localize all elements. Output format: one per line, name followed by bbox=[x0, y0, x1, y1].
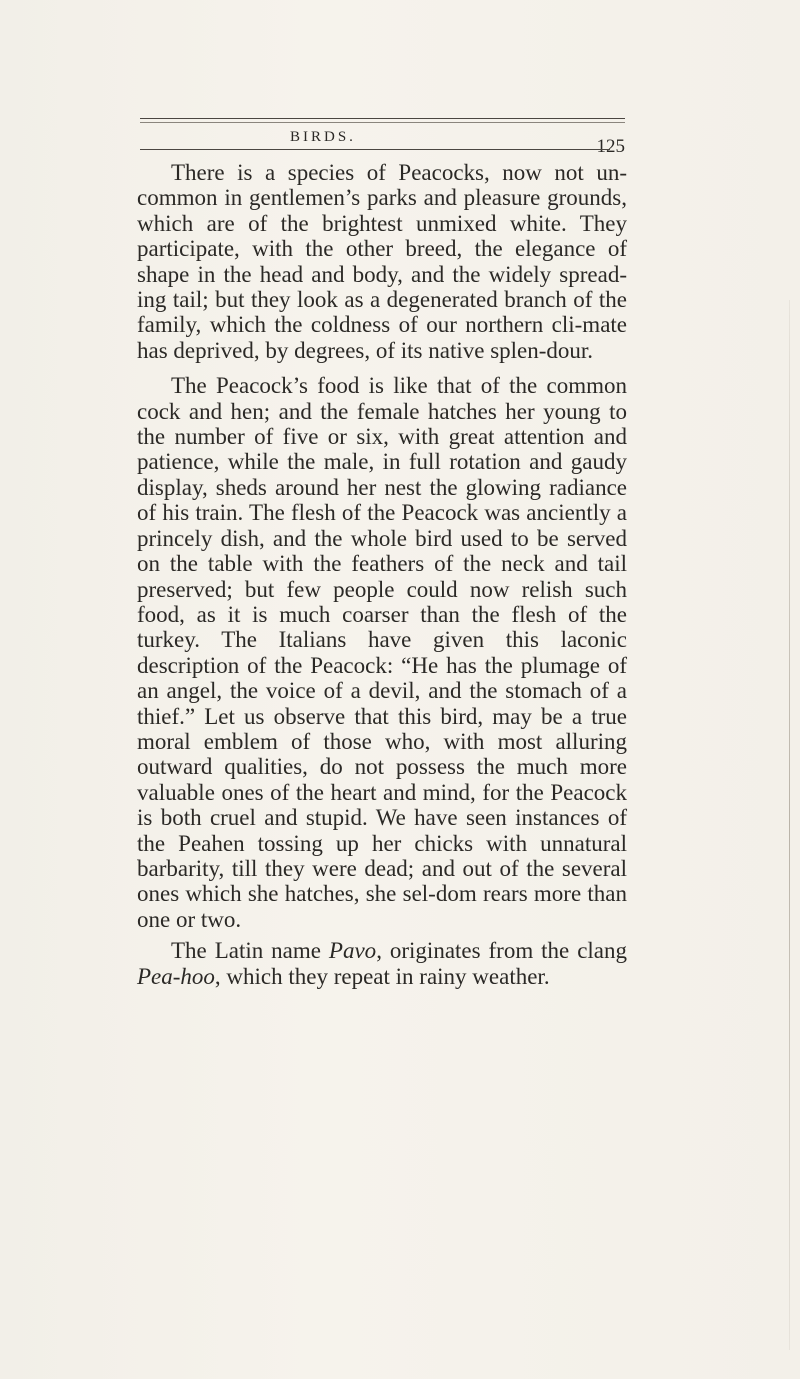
paragraph-peacock-food: The Peacock’s food is like that of the common cock and hen; and the female hatches her young to the number of five or six, with great attention and patience, while the male, in full rotation and gaudy display, sheds around her nest the glowing radiance of his train. The flesh of the Peacock was anciently a princely dish, and the whole bird used to be served on the table with the feathers of the neck and tail preserved; but few people could now relish such food, as it is much coarser than the flesh of the turkey. The Italians have given this laconic description of the Peacock: “He has the plumage of an angel, the voice of a devil, and the stomach of a thief.” Let us observe that this bird, may be a true moral emblem of those who, with most alluring outward qualities, do not possess the much more valuable ones of the heart and mind, for the Peacock is both cruel and stupid. We have seen instances of the Peahen tossing up her chicks with unnatural barbarity, till they were dead; and out of the several ones which she hatches, she sel-dom rears more than one or two. bbox=[137, 373, 627, 932]
paragraph-white-peacocks: There is a species of Peacocks, now not un-common in gentlemen’s parks and pleasure grounds, which are of the brightest unmixed white. They participate, with the other breed, the elegance of shape in the head and body, and the widely spread-ing tail; but they look as a degenerated branch of the family, which the coldness of our northern cli-mate has deprived, by degrees, of its native splen-dour. bbox=[137, 160, 627, 363]
paragraph-latin-name bbox=[137, 938, 627, 989]
latin-name-text-after: , which they repeat in rainy weather. bbox=[214, 963, 550, 989]
call-pea-hoo: Pea-hoo bbox=[137, 963, 215, 989]
header-rule-top bbox=[140, 118, 625, 119]
latin-name-text-before: The Latin name bbox=[171, 938, 329, 964]
body-text bbox=[137, 160, 627, 989]
header-rule-bottom bbox=[140, 149, 610, 150]
latin-name-pavo: Pavo bbox=[328, 938, 377, 964]
page-edge-shadow bbox=[789, 300, 790, 1350]
running-head: BIRDS. bbox=[290, 129, 356, 145]
header-rule-top-thin bbox=[140, 122, 625, 123]
page-header bbox=[140, 118, 625, 157]
latin-name-text-middle: , originates from the clang bbox=[376, 938, 627, 964]
page-number: 125 bbox=[596, 136, 625, 157]
